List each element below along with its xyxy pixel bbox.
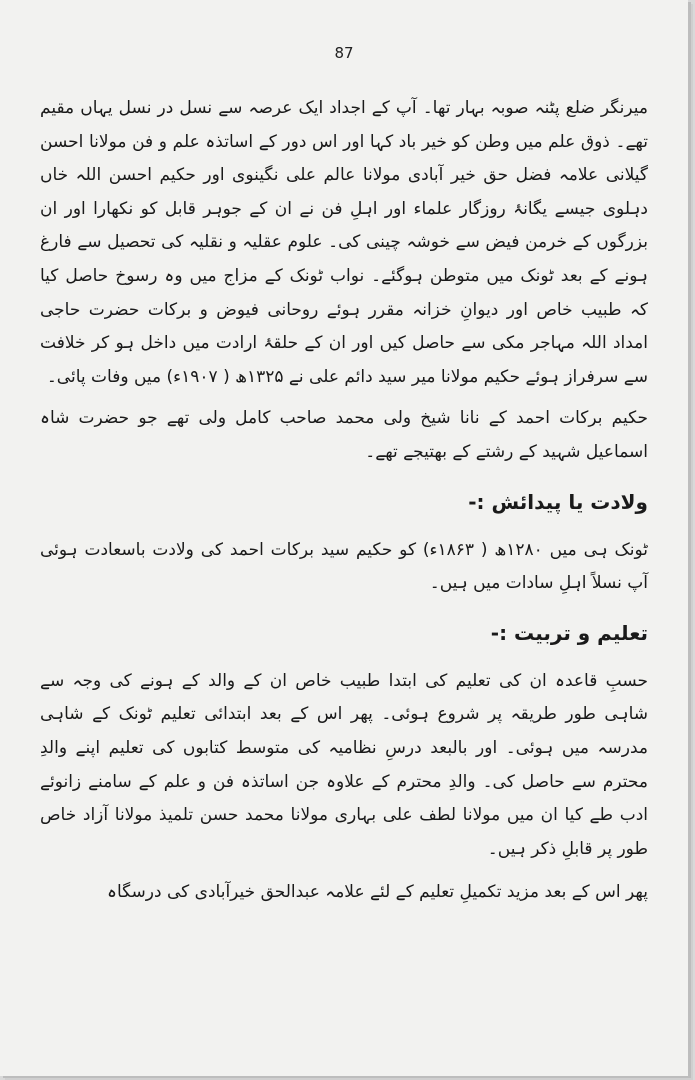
paragraph-birth: ٹونک ہی میں ۱۲۸۰ھ ( ۱۸۶۳ء) کو حکیم سید برکات احمد کی ولادت باسعادت ہوئی آپ نسلاً اہلِ سادات میں ہیں۔	[40, 539, 648, 594]
paragraph-further-education: پھر اس کے بعد مزید تکمیلِ تعلیم کے لئے علامہ عبدالحق خیرآبادی کی درسگاہ	[107, 882, 648, 903]
heading-education: تعلیم و تربیت :-	[490, 620, 648, 645]
paragraph-education: حسبِ قاعدہ ان کی تعلیم کی ابتدا طبیب خاص ان کے والد کے ہونے کی وجہ سے شاہی طور طریقہ پر شروع ہوئی۔ پھر اس کے بعد ابتدائی تعلیم ٹونک کے شاہی مدرسہ میں ہوئی۔ اور بالبعد درسِ نظامیہ کی متوسط کتابوں کی تعلیم اپنے والدِ محترم سے حاصل کی۔ والدِ محترم کے علاوہ جن اساتذہ فن و علم کے سامنے زانوئے ادب طے کیا ان میں مولانا لطف علی بہاری مولانا محمد حسن تلمیذ مولانا آزاد خاص طور پر قابلِ ذکر ہیں۔	[40, 670, 648, 859]
paragraph-maternal-grandfather: حکیم برکات احمد کے نانا شیخ ولی محمد صاحب کامل ولی تھے جو حضرت شاہ اسماعیل شہید کے رشتے کے بھتیجے تھے۔	[40, 408, 648, 462]
heading-birth: ولادت یا پیدائش :-	[468, 489, 648, 514]
paragraph-lineage: میرنگر ضلع پٹنہ صوبہ بہار تھا۔ آپ کے اجداد ایک عرصہ سے نسل در نسل یہاں مقیم تھے۔ ذوق علم میں وطن کو خیر باد کہا اور اس دور کے اساتذہ علم و فن مولانا احسن گیلانی علامہ فضل حق خیر آبادی مولانا عالم علی نگینوی اور حکیم احسن اللہ خاں دہلوی جیسے یگانۂ روزگار علماء اور اہلِ فن نے ان کے جوہر قابل کو نکھارا اور ان بزرگوں کے خرمن فیض سے خوشہ چینی کی۔ علوم عقلیہ و نقلیہ کی تحصیل سے فارغ ہونے کے بعد ٹونک میں متوطن ہوگئے۔ نواب ٹونک کے مزاج میں وہ رسوخ حاصل کیا کہ طبیب خاص اور دیوانِ خزانہ مقرر ہوئے روحانی فیوض و برکات حضرت حاجی امداد اللہ مہاجر مکی سے حاصل کیں اور ان کے حلقۂ ارادت میں داخل ہو کر خلافت سے سرفراز ہوئے حکیم مولانا میر سید دائم علی نے ۱۳۲۵ھ ( ۱۹۰۷ء) میں وفات پائی۔	[40, 98, 648, 387]
page-number: 87	[334, 44, 354, 62]
page-body	[40, 92, 648, 910]
